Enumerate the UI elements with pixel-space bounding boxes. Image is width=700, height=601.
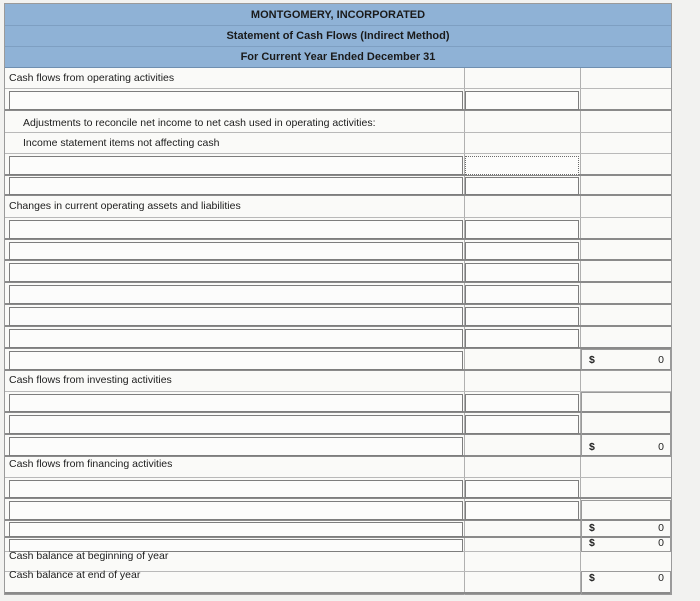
investing-1-amount-input[interactable] (465, 394, 579, 412)
financing-total-box (581, 500, 671, 552)
net-income-amount-input[interactable] (465, 91, 579, 110)
net-income-label-input[interactable] (9, 91, 463, 110)
financing-1-label-input[interactable] (9, 480, 463, 498)
change-1-label-input[interactable] (9, 220, 463, 239)
change-6-amount-input[interactable] (465, 329, 579, 348)
change-1-amount-input[interactable] (465, 220, 579, 239)
change-6-label-input[interactable] (9, 329, 463, 348)
adjustments-label: Adjustments to reconcile net income to net cash used in operating activities: (23, 117, 376, 129)
operating-total-value: 0 (658, 354, 664, 366)
investing-activities-label: Cash flows from investing activities (9, 374, 172, 386)
cash-flow-worksheet (4, 3, 672, 595)
investing-total-label-input[interactable] (9, 437, 463, 456)
financing-2-amount-input[interactable] (465, 501, 579, 520)
change-3-amount-input[interactable] (465, 263, 579, 282)
financing-total-label-input[interactable] (9, 522, 463, 537)
statement-title: Statement of Cash Flows (Indirect Method) (226, 30, 450, 42)
net-change-value: 0 (658, 537, 664, 549)
cash-ending-label: Cash balance at end of year (9, 569, 141, 581)
change-2-label-input[interactable] (9, 242, 463, 260)
investing-1-label-input[interactable] (9, 394, 463, 412)
statement-header (5, 4, 671, 68)
investing-total-currency: $ (589, 441, 595, 453)
cash-beginning-label: Cash balance at beginning of year (9, 550, 169, 562)
net-change-currency: $ (589, 537, 595, 549)
financing-activities-label: Cash flows from financing activities (9, 458, 173, 470)
financing-total-value: 0 (658, 522, 664, 534)
income-items-label: Income statement items not affecting cash (23, 137, 220, 149)
statement-period: For Current Year Ended December 31 (240, 51, 436, 63)
changes-label: Changes in current operating assets and liabilities (9, 200, 241, 212)
change-5-amount-input[interactable] (465, 307, 579, 326)
operating-total-box (581, 349, 671, 371)
income-item-1-amount-input[interactable] (465, 156, 579, 175)
change-5-label-input[interactable] (9, 307, 463, 326)
change-4-amount-input[interactable] (465, 285, 579, 304)
cash-ending-box (581, 571, 671, 595)
cash-ending-value: 0 (658, 572, 664, 584)
cash-ending-currency: $ (589, 572, 595, 584)
investing-2-label-input[interactable] (9, 415, 463, 434)
investing-2-amount-input[interactable] (465, 415, 579, 434)
change-2-amount-input[interactable] (465, 242, 579, 260)
operating-total-label-input[interactable] (9, 351, 463, 370)
change-4-label-input[interactable] (9, 285, 463, 304)
financing-1-amount-input[interactable] (465, 480, 579, 498)
financing-total-currency: $ (589, 522, 595, 534)
income-item-1-label-input[interactable] (9, 156, 463, 175)
income-item-2-label-input[interactable] (9, 177, 463, 195)
change-3-label-input[interactable] (9, 263, 463, 282)
operating-total-currency: $ (589, 354, 595, 366)
investing-total-value: 0 (658, 441, 664, 453)
income-item-2-amount-input[interactable] (465, 177, 579, 195)
financing-2-label-input[interactable] (9, 501, 463, 520)
investing-total-box (581, 392, 671, 457)
company-name: MONTGOMERY, INCORPORATED (250, 9, 426, 21)
operating-activities-label: Cash flows from operating activities (9, 72, 175, 84)
